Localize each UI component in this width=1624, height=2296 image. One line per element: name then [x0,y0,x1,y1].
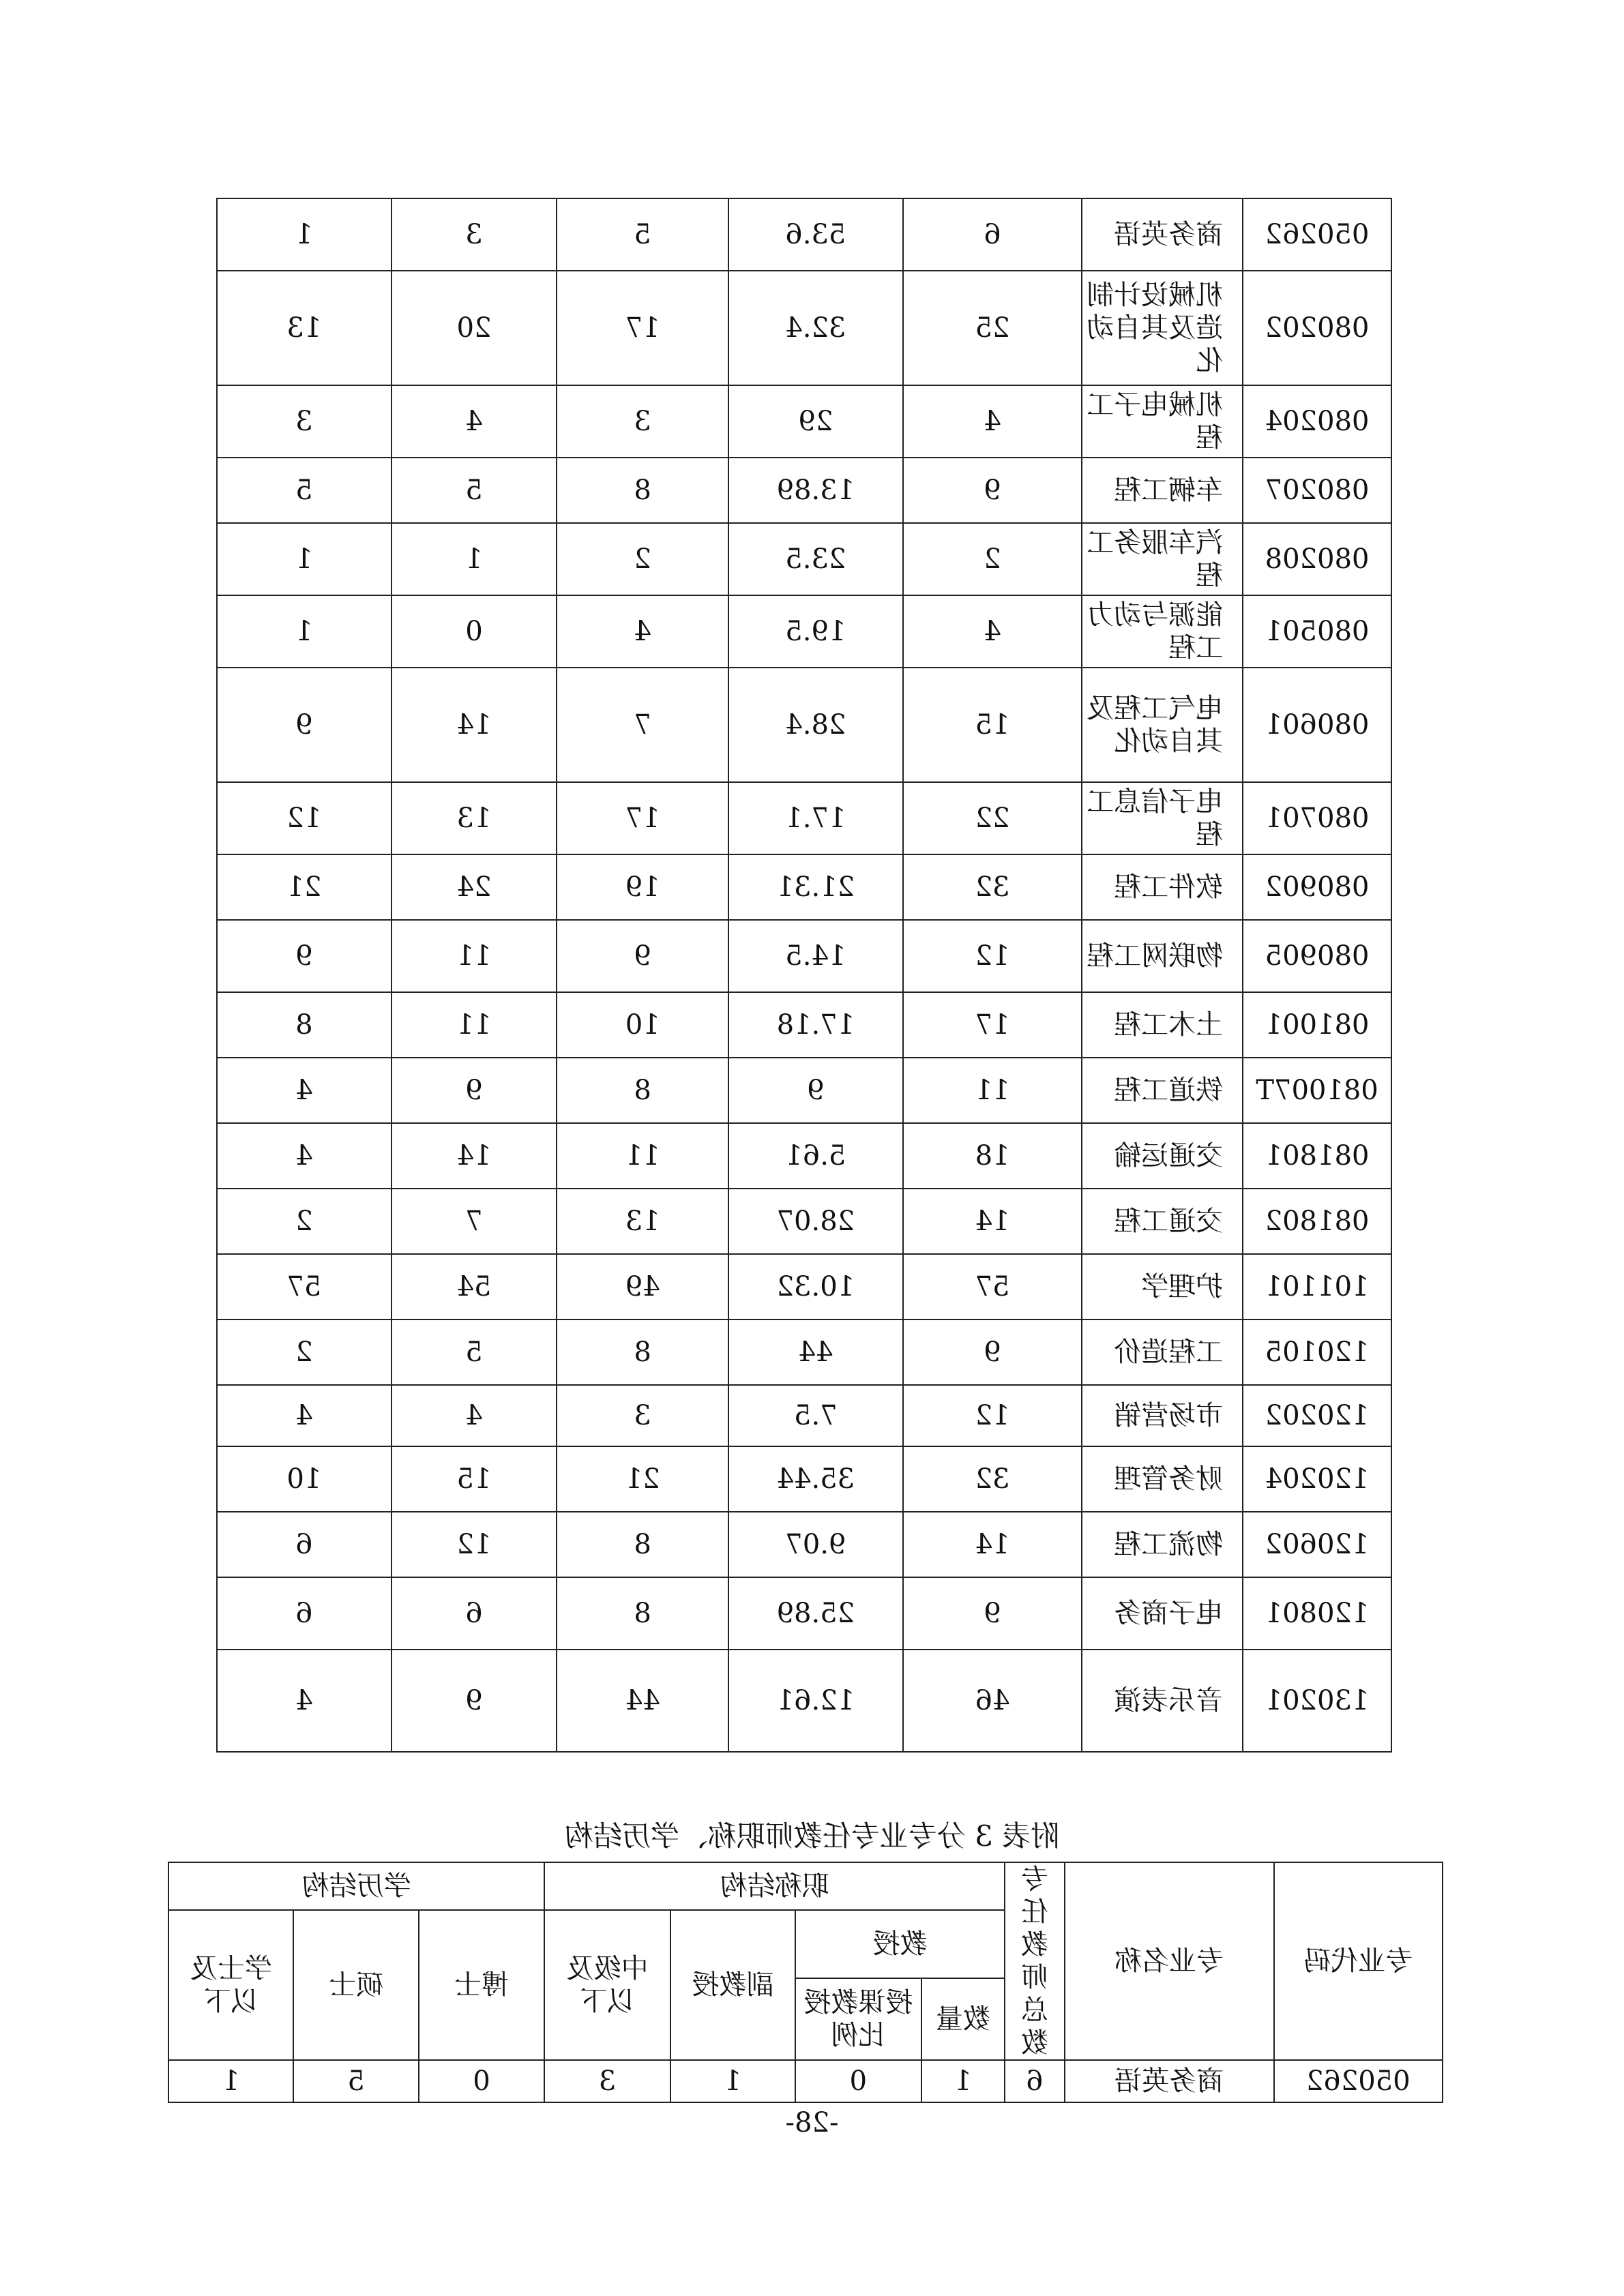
value-cell: 3 [217,385,392,458]
value-cell: 44 [557,1650,728,1752]
value-cell: 6 [217,1512,392,1577]
value-cell: 4 [217,1385,392,1446]
value-cell: 9 [903,458,1082,523]
major-code-cell: 120202 [1243,1385,1391,1446]
value-cell: 6 [903,198,1082,271]
value-cell: 28.4 [728,668,903,782]
table-row [217,198,1391,271]
value-cell: 32 [903,1446,1082,1512]
major-code-cell: 101101 [1243,1254,1391,1320]
value-cell: 20 [392,271,557,385]
value-cell: 17 [557,271,728,385]
major-code-cell: 050262 [1243,198,1391,271]
major-name-cell: 车辆工程 [1082,458,1243,523]
value-cell: 12.61 [728,1650,903,1752]
major-code-cell: 120801 [1243,1577,1391,1650]
value-cell: 8 [217,992,392,1058]
value-cell: 4 [392,385,557,458]
table-row [217,1385,1391,1446]
major-name-cell: 交通运输 [1082,1123,1243,1189]
value-cell: 4 [217,1123,392,1189]
value-cell: 49 [557,1254,728,1320]
value-cell: 15 [392,1446,557,1512]
major-name-cell: 软件工程 [1082,854,1243,920]
value-cell: 9 [903,1320,1082,1385]
value-cell: 9 [392,1650,557,1752]
value-cell: 14 [903,1512,1082,1577]
header-prof-count: 数量 [921,1978,1005,2060]
value-cell: 0 [795,2060,921,2102]
header-assoc-prof: 副教授 [670,1910,795,2060]
table-row [217,920,1391,992]
value-cell: 13 [217,271,392,385]
value-cell: 28.07 [728,1189,903,1254]
value-cell: 14 [392,668,557,782]
value-cell: 7.5 [728,1385,903,1446]
major-code-cell: 080701 [1243,782,1391,854]
header-title-structure: 职称结构 [544,1862,1005,1910]
value-cell: 5 [293,2060,418,2102]
major-code-cell: 081007T [1243,1058,1391,1123]
major-name-cell: 铁道工程 [1082,1058,1243,1123]
value-cell: 7 [392,1189,557,1254]
value-cell: 12 [217,782,392,854]
value-cell: 54 [392,1254,557,1320]
value-cell: 14 [903,1189,1082,1254]
value-cell: 1 [217,198,392,271]
value-cell: 9 [217,920,392,992]
value-cell: 5 [217,458,392,523]
value-cell: 3 [392,198,557,271]
major-code-cell: 080204 [1243,385,1391,458]
value-cell: 32 [903,854,1082,920]
value-cell: 21 [557,1446,728,1512]
value-cell: 8 [557,1512,728,1577]
value-cell: 1 [168,2060,293,2102]
value-cell: 12 [903,1385,1082,1446]
value-cell: 23.5 [728,523,903,595]
value-cell: 3 [557,385,728,458]
value-cell: 9 [557,920,728,992]
value-cell: 1 [921,2060,1005,2102]
value-cell: 17.1 [728,782,903,854]
value-cell: 5 [557,198,728,271]
value-cell: 2 [903,523,1082,595]
value-cell: 6 [392,1577,557,1650]
value-cell: 22 [903,782,1082,854]
value-cell: 11 [392,992,557,1058]
value-cell: 4 [903,595,1082,668]
value-cell: 10.32 [728,1254,903,1320]
table-row [217,458,1391,523]
table-row [217,595,1391,668]
page-number: -28- [785,2107,839,2138]
header-prof-ratio: 授课教授比例 [795,1978,921,2060]
value-cell: 46 [903,1650,1082,1752]
major-code-cell: 120602 [1243,1512,1391,1577]
major-name-cell: 电子信息工程 [1082,782,1243,854]
value-cell: 2 [217,1189,392,1254]
major-code-cell: 080208 [1243,523,1391,595]
table-row [217,271,1391,385]
major-name-cell: 商务英语 [1082,198,1243,271]
value-cell: 4 [217,1058,392,1123]
value-cell: 3 [557,1385,728,1446]
title-education-table [168,1862,1443,2103]
header-bachelor-below: 学士及以下 [168,1910,293,2060]
major-name-cell: 商务英语 [1065,2060,1274,2102]
major-code-cell: 130201 [1243,1650,1391,1752]
value-cell: 5 [392,458,557,523]
table-row [217,1650,1391,1752]
value-cell: 18 [903,1123,1082,1189]
value-cell: 14.5 [728,920,903,992]
value-cell: 1 [217,523,392,595]
value-cell: 13 [557,1189,728,1254]
major-name-cell: 护理学 [1082,1254,1243,1320]
value-cell: 32.4 [728,271,903,385]
value-cell: 17 [903,992,1082,1058]
table-row [168,2060,1443,2102]
header-phd: 博士 [419,1910,544,2060]
table-row [217,1446,1391,1512]
value-cell: 13 [392,782,557,854]
value-cell: 11 [903,1058,1082,1123]
major-name-cell: 财务管理 [1082,1446,1243,1512]
header-name: 专业名称 [1065,1862,1274,2060]
table-row [217,1512,1391,1577]
value-cell: 29 [728,385,903,458]
major-code-cell: 080202 [1243,271,1391,385]
major-name-cell: 交通工程 [1082,1189,1243,1254]
value-cell: 57 [217,1254,392,1320]
major-code-cell: 080905 [1243,920,1391,992]
value-cell: 57 [903,1254,1082,1320]
value-cell: 8 [557,1058,728,1123]
major-name-cell: 汽车服务工程 [1082,523,1243,595]
table-row [217,668,1391,782]
value-cell: 19.5 [728,595,903,668]
value-cell: 8 [557,458,728,523]
value-cell: 4 [557,595,728,668]
table-row [217,1577,1391,1650]
major-name-cell: 物联网工程 [1082,920,1243,992]
major-code-cell: 120105 [1243,1320,1391,1385]
value-cell: 17 [557,782,728,854]
value-cell: 25.89 [728,1577,903,1650]
teacher-stats-table [216,198,1392,1753]
value-cell: 1 [392,523,557,595]
major-name-cell: 市场营销 [1082,1385,1243,1446]
value-cell: 2 [557,523,728,595]
value-cell: 1 [670,2060,795,2102]
value-cell: 9 [728,1058,903,1123]
value-cell: 1 [217,595,392,668]
table-row [217,782,1391,854]
table-row [217,523,1391,595]
major-code-cell: 080902 [1243,854,1391,920]
value-cell: 15 [903,668,1082,782]
value-cell: 7 [557,668,728,782]
value-cell: 24 [392,854,557,920]
value-cell: 13.89 [728,458,903,523]
value-cell: 5 [392,1320,557,1385]
table-row [217,1320,1391,1385]
table-row [217,1058,1391,1123]
major-name-cell: 物流工程 [1082,1512,1243,1577]
major-name-cell: 机械设计制造及其自动化 [1082,271,1243,385]
value-cell: 9 [903,1577,1082,1650]
header-code: 专业代码 [1274,1862,1443,2060]
value-cell: 3 [544,2060,670,2102]
value-cell: 21 [217,854,392,920]
value-cell: 4 [903,385,1082,458]
value-cell: 9.07 [728,1512,903,1577]
major-name-cell: 音乐表演 [1082,1650,1243,1752]
value-cell: 11 [557,1123,728,1189]
value-cell: 8 [557,1577,728,1650]
major-code-cell: 080207 [1243,458,1391,523]
value-cell: 17.18 [728,992,903,1058]
major-name-cell: 能源与动力工程 [1082,595,1243,668]
table-row [217,1189,1391,1254]
major-name-cell: 土木工程 [1082,992,1243,1058]
value-cell: 44 [728,1320,903,1385]
header-total: 专任教师总数 [1005,1862,1064,2060]
value-cell: 14 [392,1123,557,1189]
major-name-cell: 机械电子工程 [1082,385,1243,458]
major-code-cell: 120204 [1243,1446,1391,1512]
value-cell: 4 [217,1650,392,1752]
major-code-cell: 081802 [1243,1189,1391,1254]
header-professor: 教授 [795,1910,1005,1978]
value-cell: 21.31 [728,854,903,920]
major-code-cell: 080501 [1243,595,1391,668]
value-cell: 11 [392,920,557,992]
major-code-cell: 081001 [1243,992,1391,1058]
major-code-cell: 080601 [1243,668,1391,782]
value-cell: 6 [217,1577,392,1650]
value-cell: 5.61 [728,1123,903,1189]
value-cell: 12 [392,1512,557,1577]
table-row [217,1123,1391,1189]
value-cell: 6 [1005,2060,1064,2102]
value-cell: 25 [903,271,1082,385]
value-cell: 9 [217,668,392,782]
value-cell: 53.6 [728,198,903,271]
value-cell: 4 [392,1385,557,1446]
header-master: 硕士 [293,1910,418,2060]
header-edu-structure: 学历结构 [168,1862,544,1910]
table-row [217,992,1391,1058]
header-mid-below: 中级及以下 [544,1910,670,2060]
value-cell: 35.44 [728,1446,903,1512]
value-cell: 19 [557,854,728,920]
value-cell: 2 [217,1320,392,1385]
value-cell: 10 [557,992,728,1058]
value-cell: 10 [217,1446,392,1512]
major-name-cell: 电气工程及其自动化 [1082,668,1243,782]
value-cell: 9 [392,1058,557,1123]
major-code-cell: 081801 [1243,1123,1391,1189]
value-cell: 12 [903,920,1082,992]
value-cell: 0 [392,595,557,668]
value-cell: 8 [557,1320,728,1385]
table-row [217,854,1391,920]
table3-caption: 附表 3 分专业专任教师职称、学历结构 [564,1819,1060,1853]
table-row [217,385,1391,458]
major-code-cell: 050262 [1274,2060,1443,2102]
value-cell: 0 [419,2060,544,2102]
table-row [217,1254,1391,1320]
major-name-cell: 工程造价 [1082,1320,1243,1385]
major-name-cell: 电子商务 [1082,1577,1243,1650]
